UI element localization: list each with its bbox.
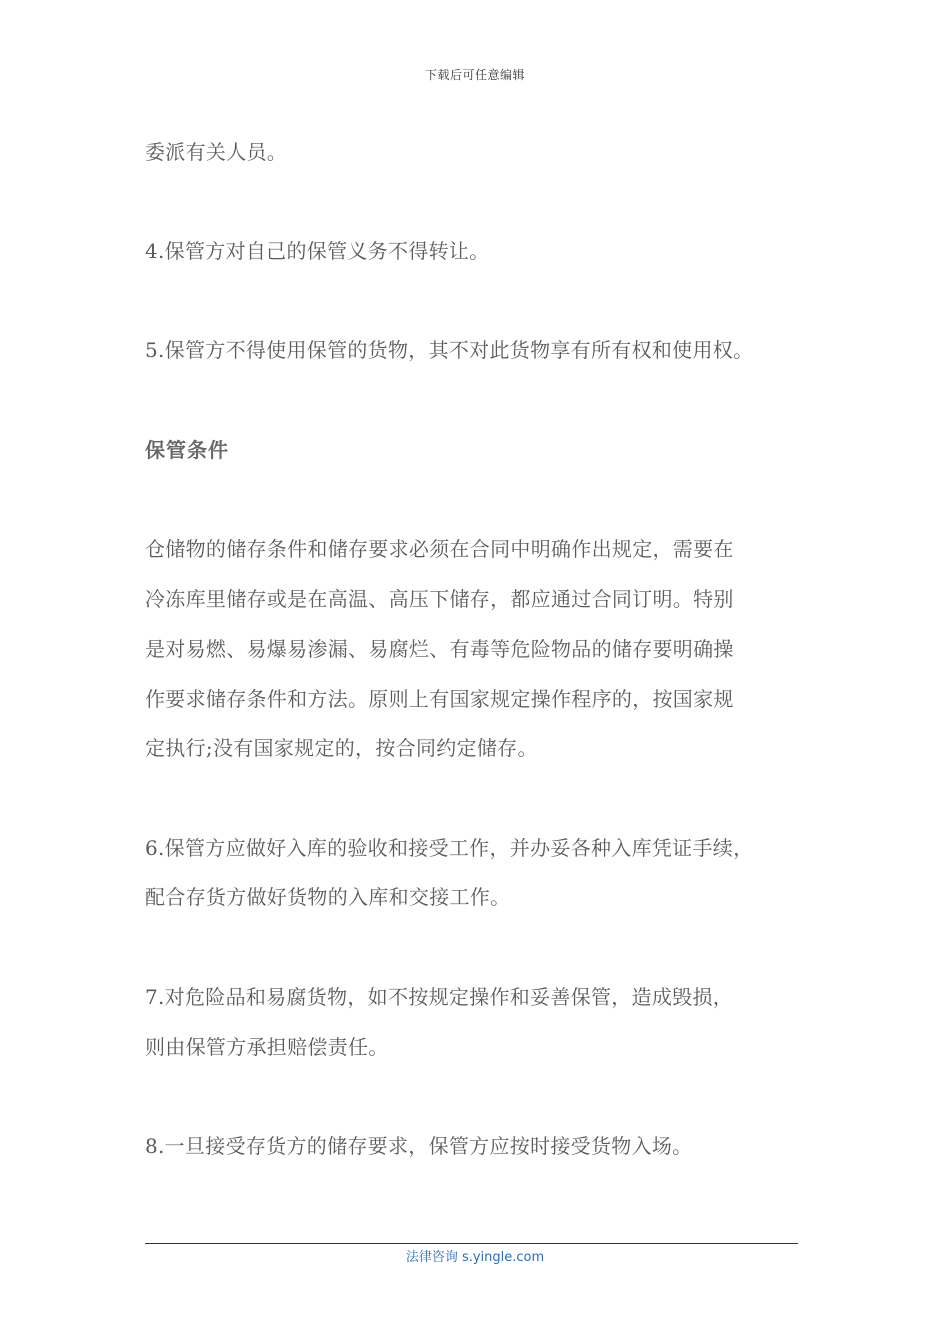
page-header-note: 下载后可任意编辑 xyxy=(424,68,525,82)
paragraph-item-4: 4.保管方对自己的保管义务不得转让。 xyxy=(145,239,490,263)
footer-link[interactable]: 法律咨询 s.yingle.com xyxy=(405,1250,545,1265)
section-heading: 保管条件 xyxy=(145,438,229,462)
conditions-line-4: 作要求储存条件和方法。原则上有国家规定操作程序的，按国家规 xyxy=(145,687,734,711)
paragraph-item-6-line-1: 6.保管方应做好入库的验收和接受工作，并办妥各种入库凭证手续， xyxy=(145,836,754,860)
paragraph-item-7-line-1: 7.对危险品和易腐货物，如不按规定操作和妥善保管，造成毁损， xyxy=(145,985,734,1009)
paragraph-continuation: 委派有关人员。 xyxy=(145,140,288,164)
conditions-line-5: 定执行;没有国家规定的，按合同约定储存。 xyxy=(145,736,538,760)
paragraph-item-7-line-2: 则由保管方承担赔偿责任。 xyxy=(145,1035,389,1059)
paragraph-item-8: 8.一旦接受存货方的储存要求，保管方应按时接受货物入场。 xyxy=(145,1134,693,1158)
footer-divider xyxy=(145,1243,798,1244)
paragraph-item-5: 5.保管方不得使用保管的货物，其不对此货物享有所有权和使用权。 xyxy=(145,338,754,362)
conditions-line-2: 冷冻库里储存或是在高温、高压下储存，都应通过合同订明。特别 xyxy=(145,587,734,611)
paragraph-item-6-line-2: 配合存货方做好货物的入库和交接工作。 xyxy=(145,885,511,909)
conditions-line-3: 是对易燃、易爆易渗漏、易腐烂、有毒等危险物品的储存要明确操 xyxy=(145,637,734,661)
conditions-line-1: 仓储物的储存条件和储存要求必须在合同中明确作出规定，需要在 xyxy=(145,537,734,561)
